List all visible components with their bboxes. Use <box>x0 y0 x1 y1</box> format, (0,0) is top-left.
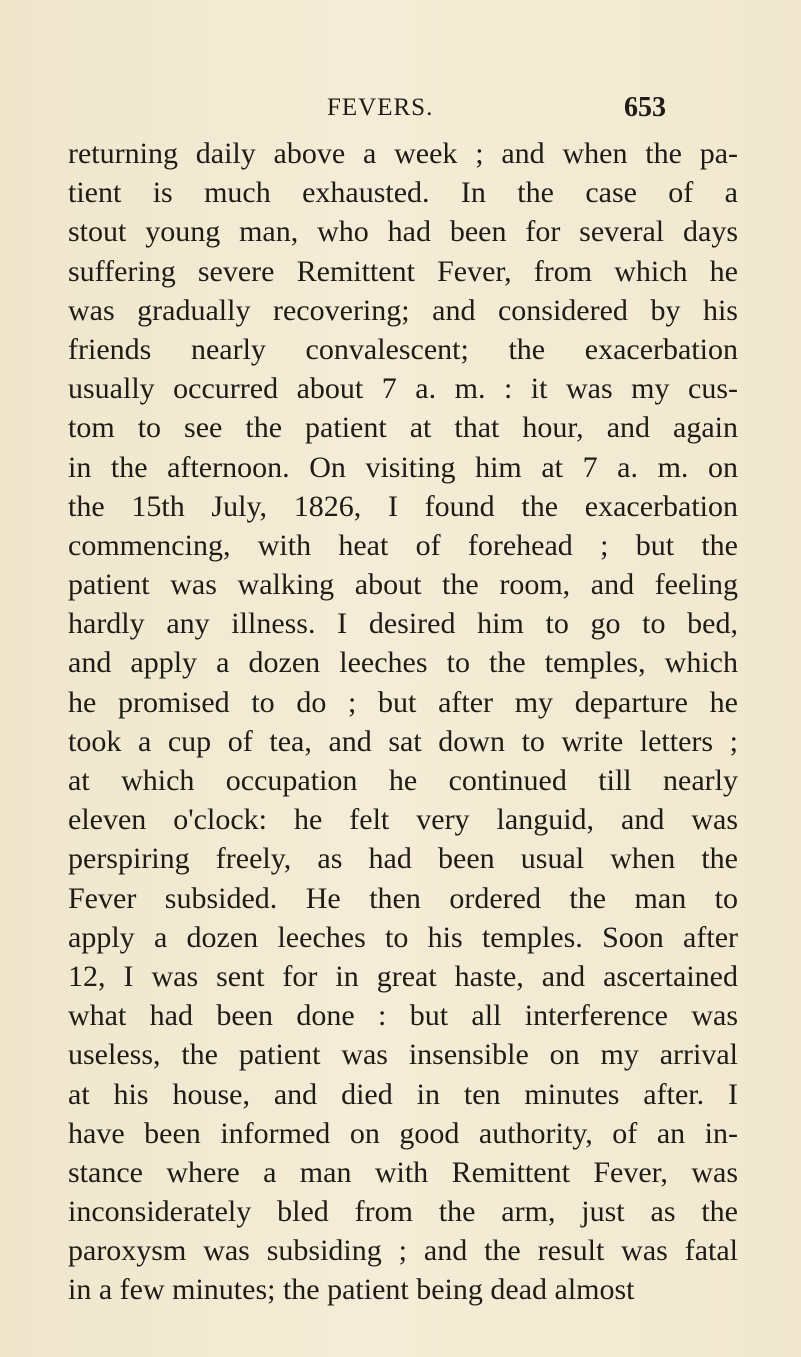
text-line: in the afternoon. On visiting him at 7 a. m. on <box>68 450 738 484</box>
text-line: 12, I was sent for in great haste, and ascertained <box>68 959 738 993</box>
page-number: 653 <box>624 92 666 123</box>
text-line: and apply a dozen leeches to the temples, which <box>68 646 738 680</box>
body-text <box>68 134 738 1310</box>
text-line: stance where a man with Remittent Fever, was <box>68 1155 738 1189</box>
text-line: at which occupation he continued till nearly <box>68 764 738 797</box>
text-line: the 15th July, 1826, I found the exacerbation <box>68 489 738 523</box>
text-line: inconsiderately bled from the arm, just as the <box>68 1195 738 1229</box>
text-line: Fever subsided. He then ordered the man to <box>68 881 738 915</box>
text-line: returning daily above a week ; and when the pa- <box>68 137 738 170</box>
text-line: suffering severe Remittent Fever, from which he <box>68 254 738 288</box>
text-line: apply a dozen leeches to his temples. Soon after <box>68 920 738 954</box>
running-head <box>0 92 801 132</box>
text-line: in a few minutes; the patient being dead almost <box>68 1273 635 1307</box>
text-line: have been informed on good authority, of an in- <box>68 1116 738 1150</box>
text-line: hardly any illness. I desired him to go to bed, <box>68 607 738 641</box>
text-line: he promised to do ; but after my departure he <box>68 685 738 719</box>
text-line: paroxysm was subsiding ; and the result was fatal <box>68 1234 738 1268</box>
text-line: took a cup of tea, and sat down to write letters ; <box>68 724 738 758</box>
text-line: at his house, and died in ten minutes after. I <box>68 1077 738 1111</box>
text-line: useless, the patient was insensible on my arrival <box>68 1038 738 1072</box>
running-title: FEVERS. <box>327 94 434 121</box>
text-line: stout young man, who had been for several days <box>68 215 738 249</box>
text-line: patient was walking about the room, and feeling <box>68 568 738 602</box>
text-line: what had been done : but all interference was <box>68 999 738 1033</box>
text-line: perspiring freely, as had been usual when the <box>68 842 738 876</box>
text-line: friends nearly convalescent; the exacerbation <box>68 332 738 366</box>
text-line: usually occurred about 7 a. m. : it was my cus- <box>68 372 738 406</box>
text-line: eleven o'clock: he felt very languid, and was <box>68 803 738 837</box>
text-line: tient is much exhausted. In the case of a <box>68 176 738 210</box>
text-line: tom to see the patient at that hour, and again <box>68 411 738 445</box>
text-line: commencing, with heat of forehead ; but the <box>68 528 738 562</box>
text-line: was gradually recovering; and considered by his <box>68 293 738 327</box>
